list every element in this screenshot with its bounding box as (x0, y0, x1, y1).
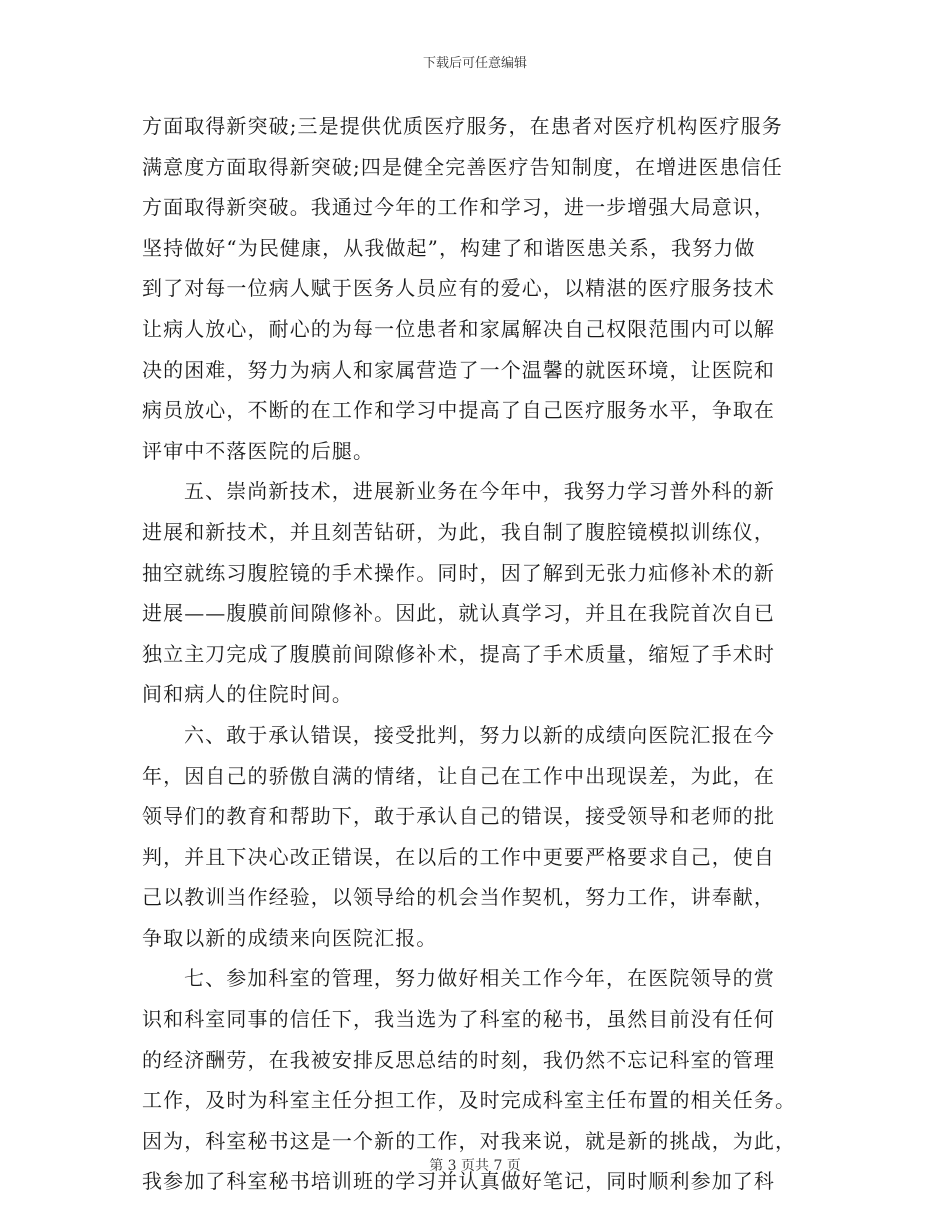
text-line: 方面取得新突破。我通过今年的工作和学习，进一步增强大局意识， (142, 195, 775, 220)
text-line: 进展和新技术，并且刻苦钻研，为此，我自制了腹腔镜模拟训练仪， (142, 519, 775, 544)
text-line: 的经济酬劳，在我被安排反思总结的时刻，我仍然不忘记科室的管理 (142, 1047, 775, 1072)
text-line: 让病人放心，耐心的为每一位患者和家属解决自己权限范围内可以解 (142, 316, 775, 341)
text-line: 己以教训当作经验，以领导给的机会当作契机，努力工作，讲奉献， (142, 885, 775, 910)
paragraph-start-line: 七、参加科室的管理，努力做好相关工作今年，在医院领导的赏 (184, 966, 775, 991)
page-header: 下载后可任意编辑 (422, 56, 527, 71)
text-line: 年，因自己的骄傲自满的情绪，让自己在工作中出现误差，为此，在 (142, 763, 775, 788)
text-line: 抽空就练习腹腔镜的手术操作。同时，因了解到无张力疝修补术的新 (142, 560, 775, 585)
text-line: 我参加了科室秘书培训班的学习并认真做好笔记，同时顺利参加了科 (142, 1169, 775, 1194)
text-line: 识和科室同事的信任下，我当选为了科室的秘书，虽然目前没有任何 (142, 1007, 775, 1032)
text-line: 到了对每一位病人赋于医务人员应有的爱心，以精湛的医疗服务技术 (142, 276, 775, 301)
text-line: 判，并且下决心改正错误，在以后的工作中更要严格要求自己，使自 (142, 844, 775, 869)
paragraph-start-line: 五、崇尚新技术，进展新业务在今年中，我努力学习普外科的新 (184, 479, 775, 504)
text-line: 方面取得新突破;三是提供优质医疗服务，在患者对医疗机构医疗服务 (142, 114, 783, 138)
paragraph-start-line: 六、敢于承认错误，接受批判，努力以新的成绩向医院汇报在今 (184, 722, 775, 747)
text-line: 坚持做好“为民健康，从我做起”，构建了和谐医患关系，我努力做 (142, 235, 756, 260)
text-line: 间和病人的住院时间。 (142, 682, 353, 707)
text-line: 独立主刀完成了腹膜前间隙修补术，提高了手术质量，缩短了手术时 (142, 641, 775, 666)
text-line: 评审中不落医院的后腿。 (142, 438, 375, 463)
document-body (142, 106, 802, 1202)
text-line: 因为，科室秘书这是一个新的工作，对我来说，就是新的挑战，为此， (142, 1128, 797, 1153)
text-line: 进展——腹膜前间隙修补。因此，就认真学习，并且在我院首次自已 (142, 601, 775, 626)
text-line: 病员放心，不断的在工作和学习中提高了自己医疗服务水平，争取在 (142, 398, 775, 423)
text-line: 工作，及时为科室主任分担工作，及时完成科室主任布置的相关任务。 (142, 1088, 797, 1113)
page-footer: 第 3 页共 7 页 (429, 1158, 521, 1174)
text-line: 满意度方面取得新突破;四是健全完善医疗告知制度，在增进医患信任 (142, 154, 783, 179)
text-line: 领导们的教育和帮助下，敢于承认自己的错误，接受领导和老师的批 (142, 804, 775, 829)
text-line: 争取以新的成绩来向医院汇报。 (142, 925, 438, 950)
text-line: 决的困难，努力为病人和家属营造了一个温馨的就医环境，让医院和 (142, 357, 775, 382)
